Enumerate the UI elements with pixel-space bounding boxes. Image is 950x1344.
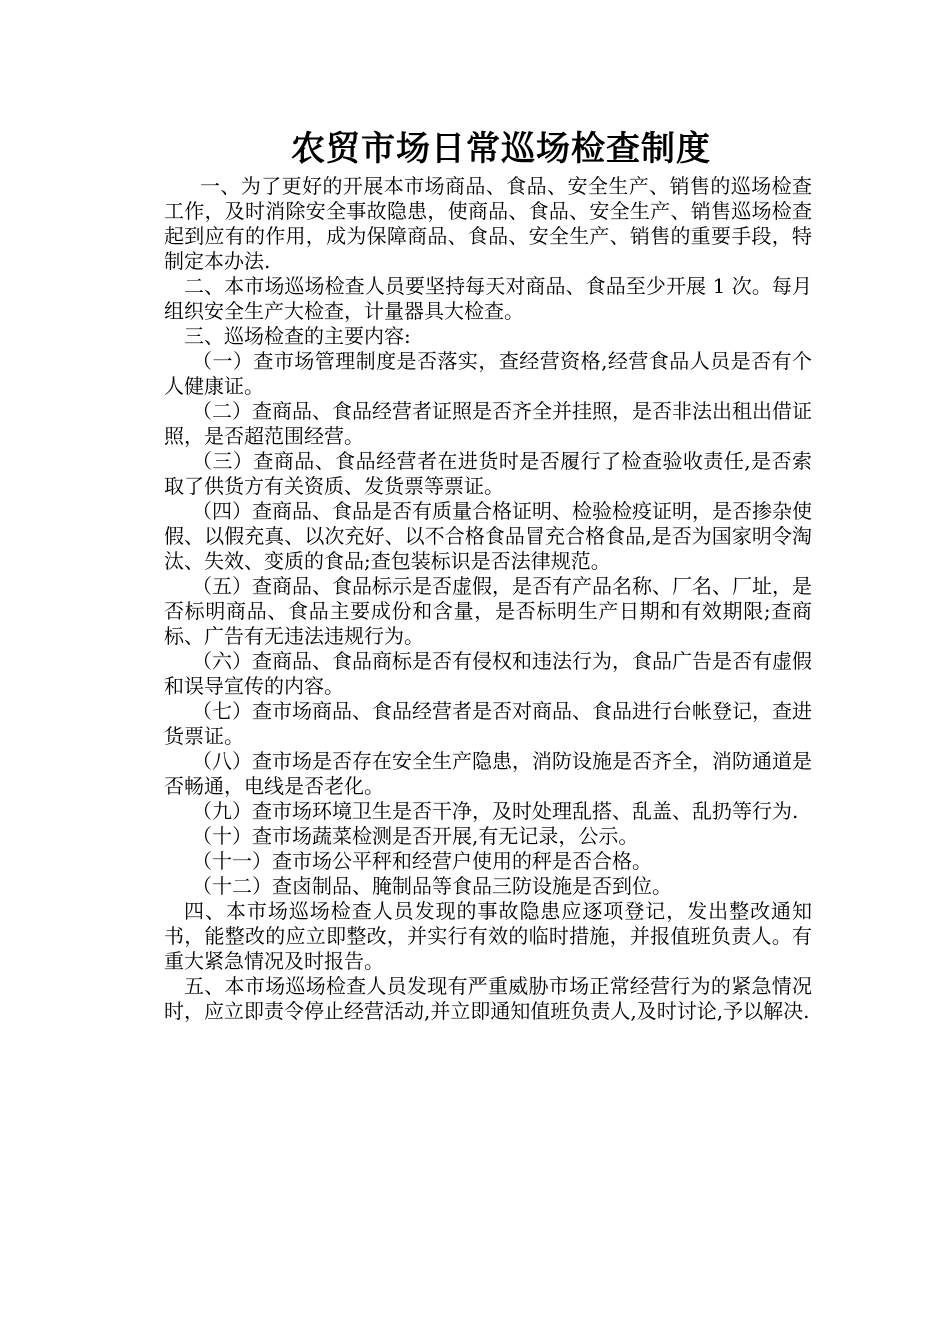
item-10: （十）查市场蔬菜检测是否开展,有无记录，公示。 [192, 824, 639, 848]
item-4: （四）查商品、食品是否有质量合格证明、检验检疫证明，是否掺杂使假、以假充真、以次充好、以不合格食品冒充合格食品,是否为国家明令淘汰、失效、变质的食品;查包装标识是否法律规范。 [164, 499, 812, 573]
item-1: （一）查市场管理制度是否落实，查经营资格,经营食品人员是否有个人健康证。 [164, 349, 812, 398]
item-2: （二）查商品、食品经营者证照是否齐全并挂照，是否非法出租出借证照，是否超范围经营。 [164, 399, 812, 448]
paragraph-5: 五、本市场巡场检查人员发现有严重威胁市场正常经营行为的紧急情况时，应立即责令停止经营活动,并立即通知值班负责人,及时讨论,予以解决. [164, 974, 812, 1023]
item-6: （六）查商品、食品商标是否有侵权和违法行为，食品广告是否有虚假和误导宣传的内容。 [164, 649, 812, 698]
item-7: （七）查市场商品、食品经营者是否对商品、食品进行台帐登记，查进货票证。 [164, 699, 812, 748]
paragraph-1: 一、为了更好的开展本市场商品、食品、安全生产、销售的巡场检查工作，及时消除安全事故隐患，使商品、食品、安全生产、销售巡场检查起到应有的作用，成为保障商品、食品、安全生产、销售的重要手段，特制定本办法. [164, 174, 812, 273]
document-body [164, 174, 812, 1024]
paragraph-2: 二、本市场巡场检查人员要坚持每天对商品、食品至少开展 1 次。每月组织安全生产大检查，计量器具大检查。 [164, 274, 812, 323]
item-11: （十一）查市场公平秤和经营户使用的秤是否合格。 [192, 849, 652, 873]
item-8: （八）查市场是否存在安全生产隐患，消防设施是否齐全，消防通道是否畅通，电线是否老化。 [164, 749, 812, 798]
paragraph-4: 四、本市场巡场检查人员发现的事故隐患应逐项登记，发出整改通知书，能整改的应立即整改，并实行有效的临时措施，并报值班负责人。有重大紧急情况及时报告。 [164, 899, 812, 973]
item-12: （十二）查卤制品、腌制品等食品三防设施是否到位。 [192, 874, 672, 898]
paragraph-3-heading: 三、巡场检查的主要内容: [184, 324, 411, 348]
document-title: 农贸市场日常巡场检查制度 [291, 129, 711, 169]
item-9: （九）查市场环境卫生是否干净，及时处理乱搭、乱盖、乱扔等行为. [192, 799, 799, 823]
item-3: （三）查商品、食品经营者在进货时是否履行了检查验收责任,是否索取了供货方有关资质、发货票等票证。 [164, 449, 812, 498]
item-5: （五）查商品、食品标示是否虚假，是否有产品名称、厂名、厂址，是否标明商品、食品主要成份和含量，是否标明生产日期和有效期限;查商标、广告有无违法违规行为。 [164, 574, 812, 648]
